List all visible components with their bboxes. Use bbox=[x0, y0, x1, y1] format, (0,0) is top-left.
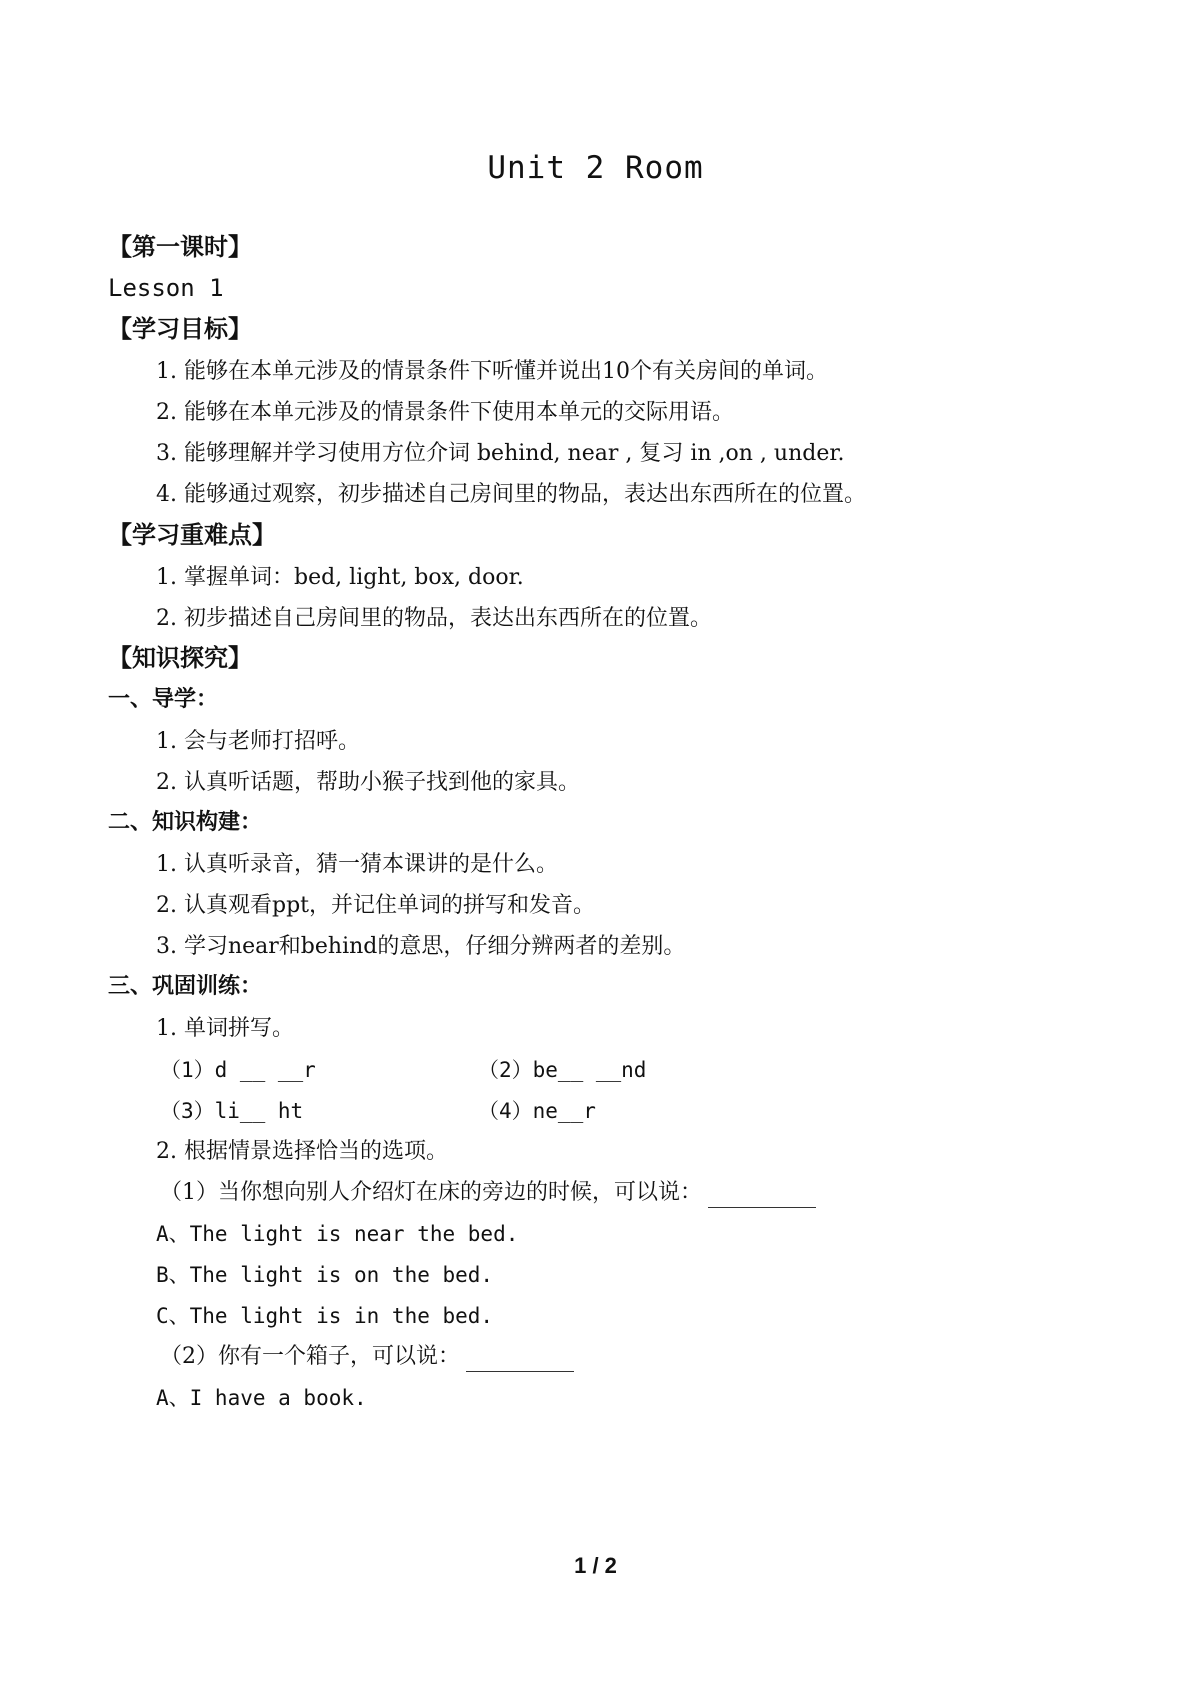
lesson-label: Lesson 1 bbox=[108, 274, 224, 302]
goals-heading: 【学习目标】 bbox=[108, 315, 252, 343]
goal-item: 4. 能够通过观察，初步描述自己房间里的物品，表达出东西所在的位置。 bbox=[156, 482, 866, 507]
spelling-item: （4）ne__r bbox=[478, 1099, 596, 1123]
spelling-item: （2）be__ __nd bbox=[478, 1058, 647, 1082]
choice-subquestion-text: （1）当你想向别人介绍灯在床的旁边的时候，可以说： bbox=[160, 1180, 702, 1205]
choice-option: A、The light is near the bed. bbox=[156, 1222, 519, 1246]
spelling-item: （3）li__ ht bbox=[160, 1099, 304, 1123]
lesson-period-heading: 【第一课时】 bbox=[108, 233, 252, 261]
explore-heading: 【知识探究】 bbox=[108, 644, 252, 672]
answer-blank bbox=[466, 1349, 574, 1372]
goal-item: 2. 能够在本单元涉及的情景条件下使用本单元的交际用语。 bbox=[156, 400, 734, 425]
key-points-heading: 【学习重难点】 bbox=[108, 521, 276, 549]
part2-item: 3. 学习near和behind的意思，仔细分辨两者的差别。 bbox=[156, 934, 686, 959]
key-point-item: 2. 初步描述自己房间里的物品，表达出东西所在的位置。 bbox=[156, 606, 712, 631]
document-title: Unit 2 Room bbox=[487, 150, 704, 186]
answer-blank bbox=[708, 1185, 816, 1208]
part1-heading: 一、导学： bbox=[108, 687, 219, 712]
spelling-item: （1）d __ __r bbox=[160, 1058, 316, 1082]
choice-subquestion bbox=[160, 1178, 816, 1208]
spelling-question-label: 1. 单词拼写。 bbox=[156, 1016, 294, 1041]
part2-heading: 二、知识构建： bbox=[108, 810, 263, 835]
goal-item: 3. 能够理解并学习使用方位介词 behind, near , 复习 in ,on , under. bbox=[156, 441, 845, 466]
part1-item: 2. 认真听话题，帮助小猴子找到他的家具。 bbox=[156, 770, 580, 795]
choice-question-label: 2. 根据情景选择恰当的选项。 bbox=[156, 1139, 448, 1164]
choice-option: B、The light is on the bed. bbox=[156, 1263, 494, 1287]
part1-item: 1. 会与老师打招呼。 bbox=[156, 729, 360, 754]
part2-item: 2. 认真观看ppt，并记住单词的拼写和发音。 bbox=[156, 893, 595, 918]
choice-subquestion bbox=[160, 1342, 574, 1372]
key-point-item: 1. 掌握单词：bed, light, box, door. bbox=[156, 565, 524, 590]
choice-subquestion-text: （2）你有一个箱子，可以说： bbox=[160, 1344, 460, 1369]
part3-heading: 三、巩固训练： bbox=[108, 974, 263, 999]
goal-item: 1. 能够在本单元涉及的情景条件下听懂并说出10个有关房间的单词。 bbox=[156, 359, 828, 384]
page-number: 1 / 2 bbox=[574, 1553, 617, 1578]
choice-option: C、The light is in the bed. bbox=[156, 1304, 494, 1328]
choice-option: A、I have a book. bbox=[156, 1386, 367, 1410]
part2-item: 1. 认真听录音，猜一猜本课讲的是什么。 bbox=[156, 852, 558, 877]
